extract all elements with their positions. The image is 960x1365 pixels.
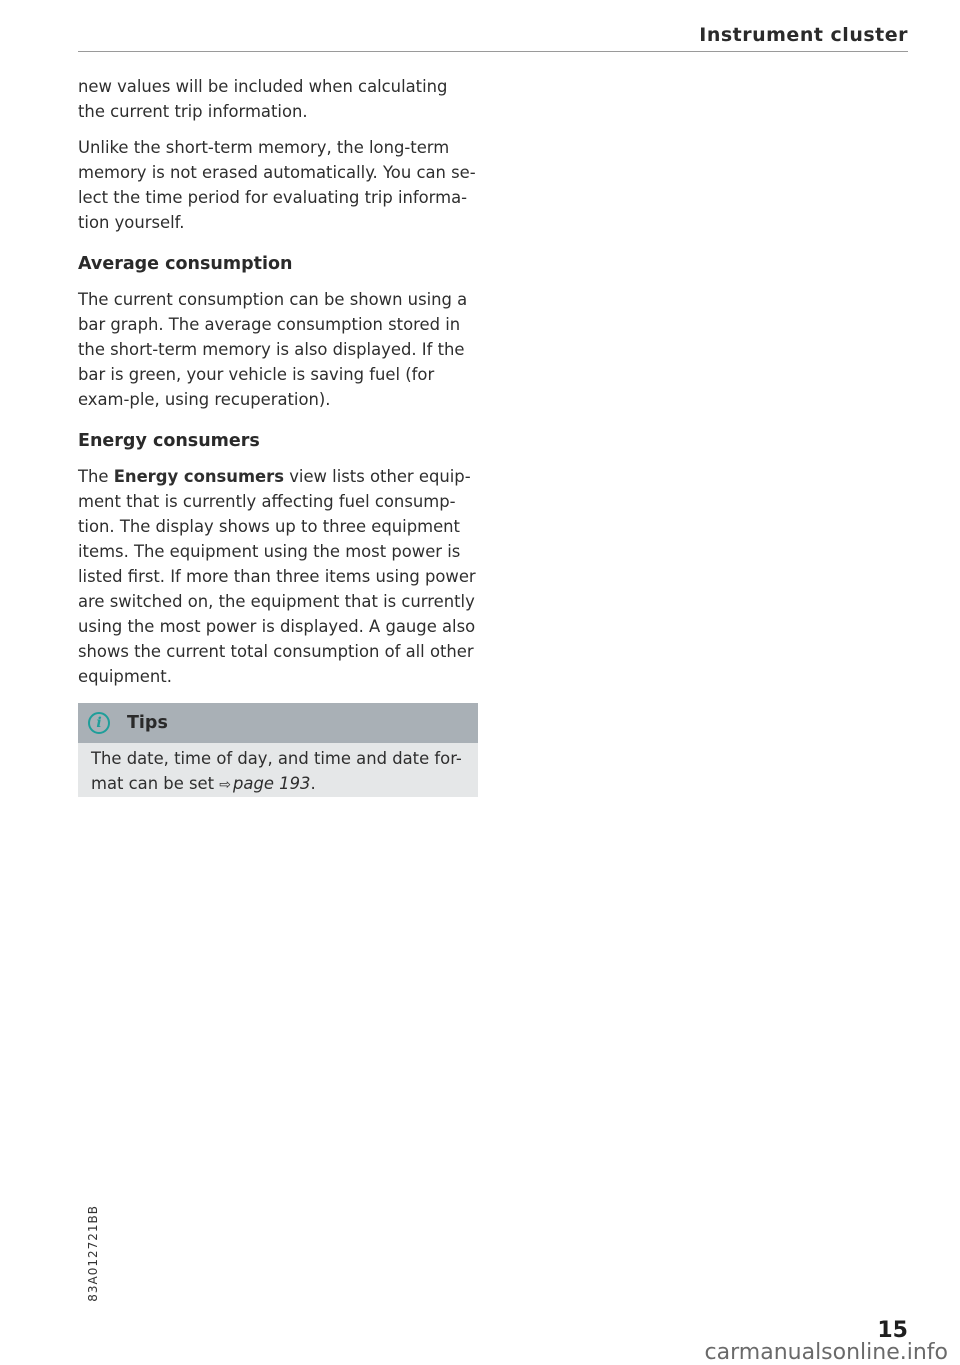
header-title: Instrument cluster — [699, 24, 908, 46]
heading-energy-consumers: Energy consumers — [78, 431, 260, 451]
document-code: 83A012721BB — [86, 1205, 100, 1302]
paragraph-trip-values: new values will be included when calculating the current trip information. — [78, 77, 448, 121]
tips-title: Tips — [127, 713, 168, 733]
energy-consumers-term: Energy consumers — [113, 467, 284, 486]
energy-text-prefix: The — [78, 467, 114, 486]
page-ref-link[interactable]: page 193 — [233, 774, 311, 793]
page-number: 15 — [877, 1318, 908, 1343]
tips-header — [78, 703, 478, 743]
energy-text-rest: view lists other equip-ment that is currently affecting fuel consump-tion. The display shows up to three equipment items. The equipment using the most power is listed first. If more than three items using power are switched on, the equipment that is currently using the most power is displayed. A gauge also shows the current total consumption of all other equipment. — [78, 467, 476, 686]
paragraph-average-consumption: The current consumption can be shown using a bar graph. The average consumption stored in the short-term memory is also displayed. If the bar is green, your vehicle is saving fuel (for exam-ple, using recuperation). — [78, 290, 468, 409]
tips-box — [78, 703, 478, 797]
main-column — [78, 74, 478, 797]
heading-average-consumption: Average consumption — [78, 254, 293, 274]
info-icon: i — [88, 712, 110, 734]
paragraph-long-term-memory: Unlike the short-term memory, the long-term memory is not erased automatically. You can se-lect the time period for evaluating trip informa-tion yourself. — [78, 138, 476, 232]
tips-body — [78, 743, 478, 797]
page-ref-arrow-icon: ⇨ — [219, 777, 231, 793]
watermark: carmanualsonline.info — [704, 1340, 948, 1365]
tips-text-end: . — [310, 774, 316, 793]
tips-text: The date, time of day, and time and date for-mat can be set — [91, 749, 462, 793]
header-rule — [78, 51, 908, 52]
paragraph-energy-consumers — [78, 464, 478, 689]
